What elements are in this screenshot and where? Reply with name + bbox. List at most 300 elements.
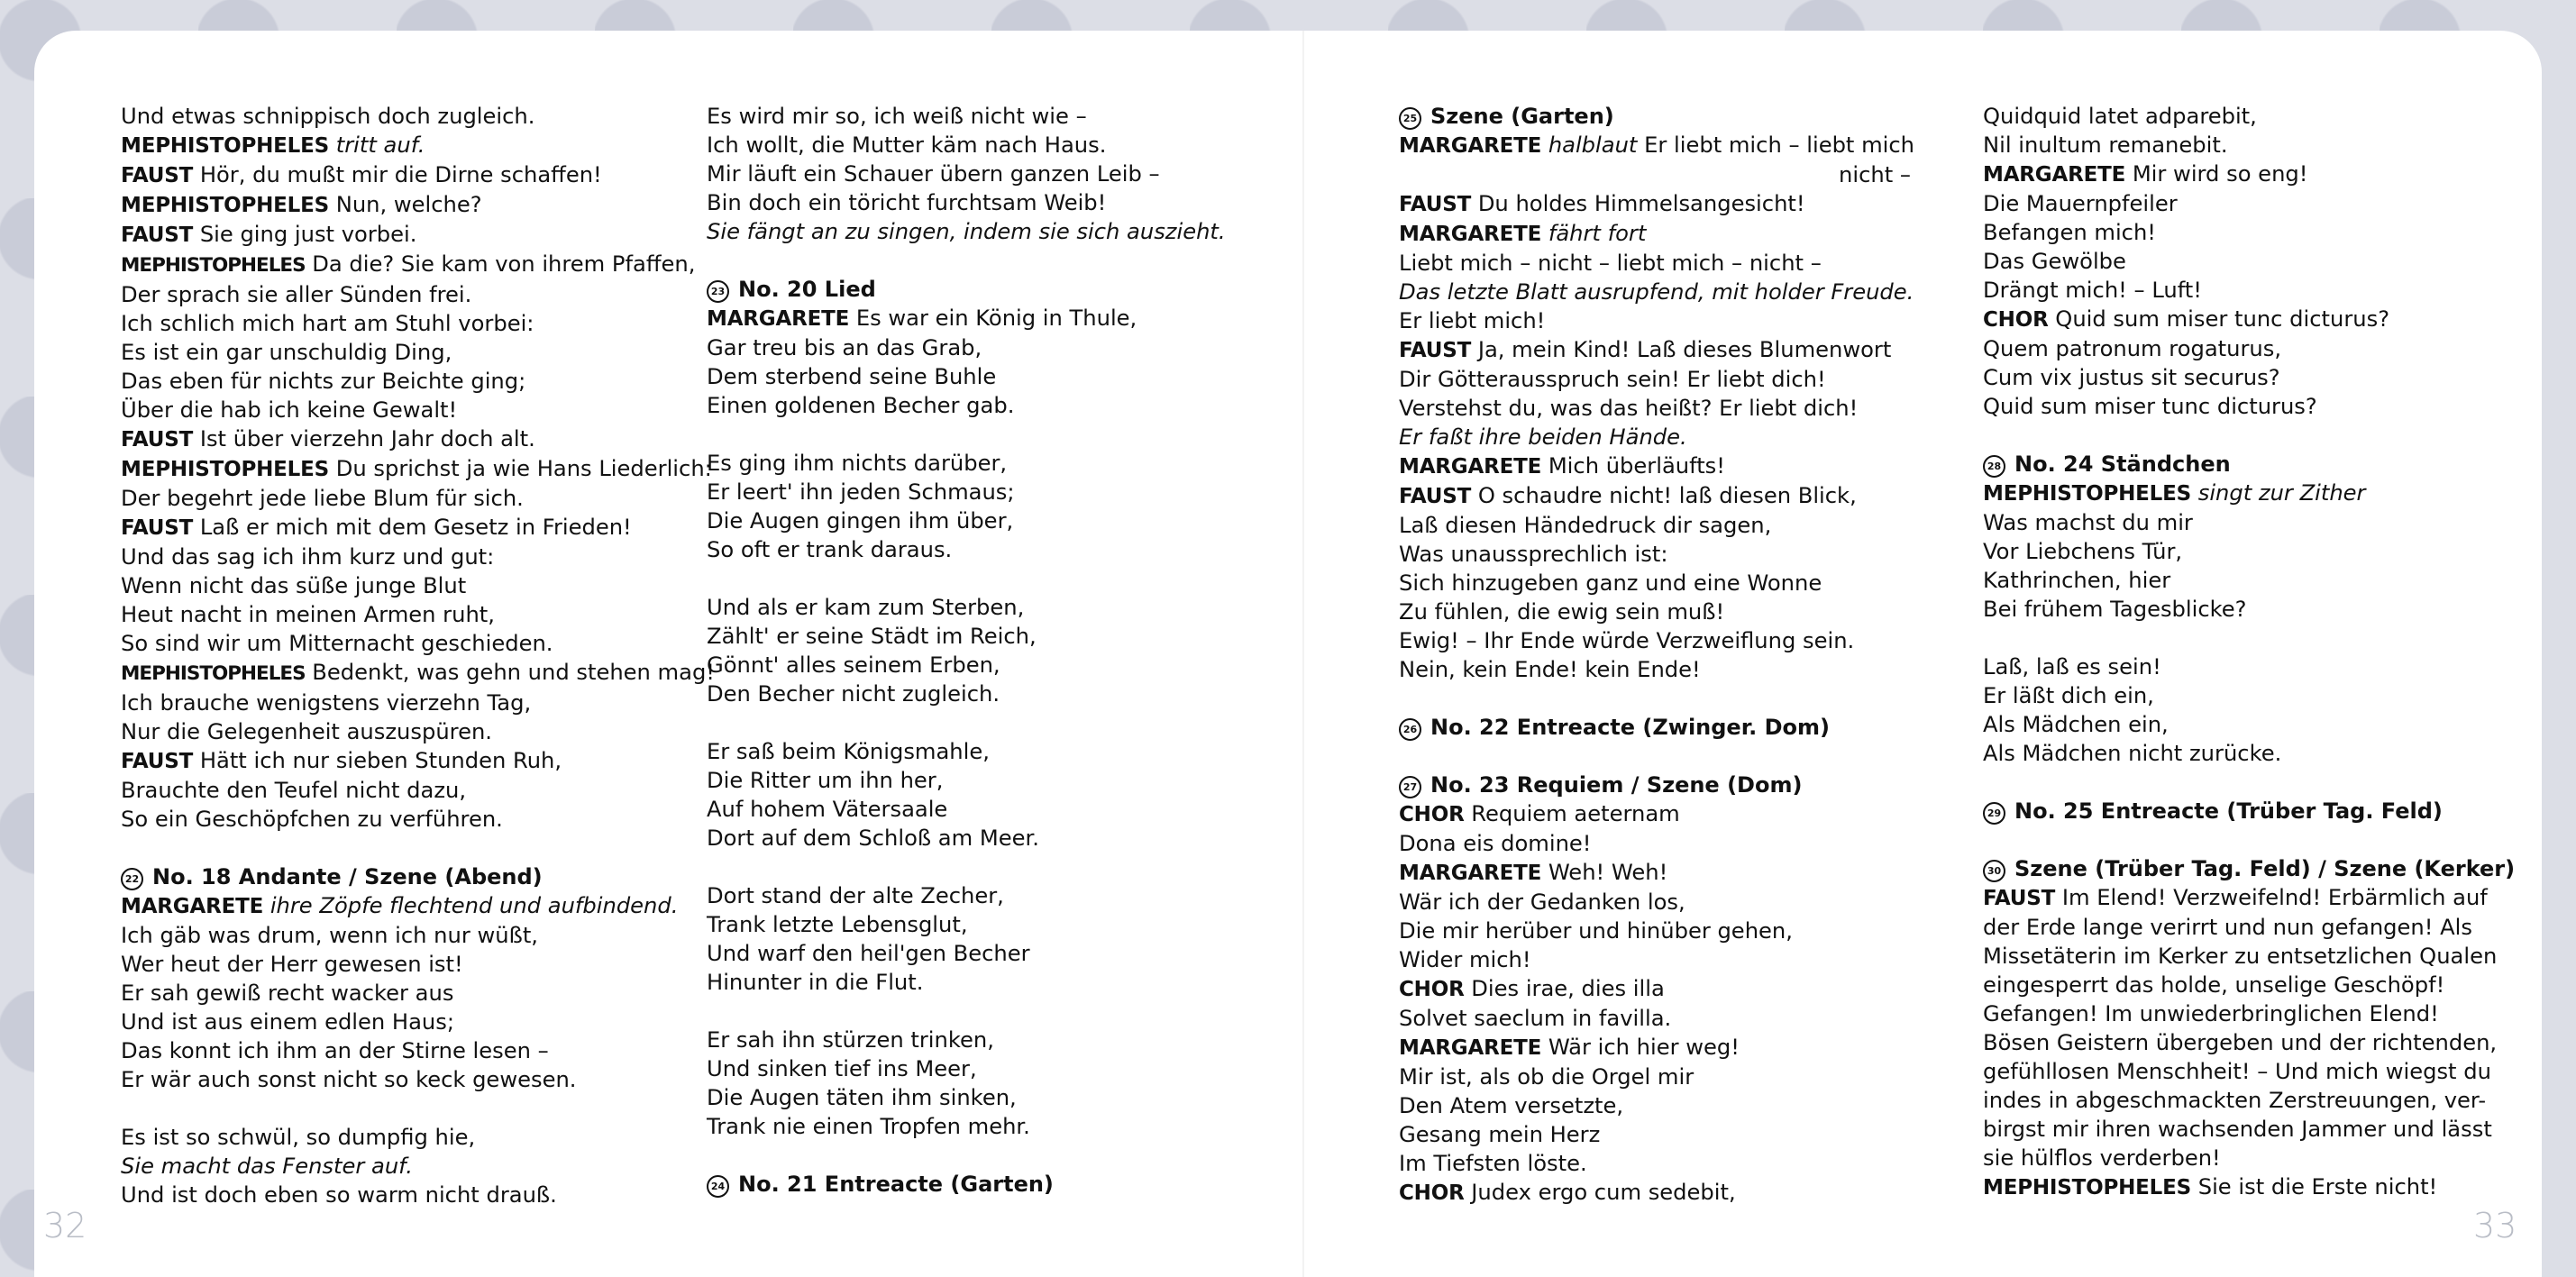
speaker-name: MARGARETE: [1983, 163, 2126, 187]
verse-line: [1399, 945, 1911, 974]
speaker-name: CHOR: [1399, 978, 1465, 1001]
verse-line: [121, 921, 662, 950]
stanza-gap: [707, 564, 1247, 593]
verse-line: [707, 362, 1247, 391]
verse-text: Missetäterin im Kerker zu entsetzlichen Qualen: [1983, 944, 2498, 969]
verse-line: [121, 160, 662, 190]
speaker-name: MEPHISTOPHELES: [121, 194, 330, 217]
stage-direction: Sie macht das Fenster auf.: [121, 1154, 413, 1179]
verse-text: Laß diesen Händedruck dir sagen,: [1399, 513, 1772, 538]
verse-line: [707, 217, 1247, 246]
verse-line: [121, 396, 662, 424]
stanza-gap: [707, 997, 1247, 1026]
speaker-name: CHOR: [1983, 308, 2049, 332]
text-column-4: [1983, 102, 2524, 1202]
verse-line: [1983, 363, 2524, 392]
verse-line: [1399, 189, 1911, 219]
verse-line: [121, 805, 662, 834]
verse-text: Befangen mich!: [1983, 220, 2157, 245]
verse-text: Im Tiefsten löste.: [1399, 1151, 1587, 1176]
verse-line: [1983, 392, 2524, 421]
verse-line: [1983, 508, 2524, 537]
verse-text: Zählt' er seine Städt im Reich,: [707, 624, 1037, 649]
verse-text: Den Atem versetzte,: [1399, 1093, 1624, 1118]
verse-line: [1399, 1033, 1911, 1063]
verse-line: [1983, 160, 2524, 189]
speaker-name: MARGARETE: [1399, 134, 1542, 158]
text-column-1: [121, 102, 715, 1209]
verse-line: [1399, 394, 1911, 423]
verse-text: Er läßt dich ein,: [1983, 683, 2154, 708]
verse-line: [121, 950, 662, 979]
section-heading: [1399, 713, 1911, 742]
verse-text: Der begehrt jede liebe Blum für sich.: [121, 486, 524, 511]
verse-text: Die mir herüber und hinüber gehen,: [1399, 918, 1793, 944]
verse-line: [121, 309, 662, 338]
stanza-gap: [121, 1094, 662, 1123]
verse-text: Er sah gewiß recht wacker aus: [121, 981, 454, 1006]
verse-line: [707, 737, 1247, 766]
verse-line: [1399, 829, 1911, 858]
section-heading: [1399, 102, 1911, 131]
verse-text: Ist über vierzehn Jahr doch alt.: [199, 426, 535, 452]
speaker-name: MARGARETE: [1399, 455, 1542, 479]
verse-text: Trank letzte Lebensglut,: [707, 912, 968, 937]
verse-line: [1983, 247, 2524, 276]
verse-text: Gesang mein Herz: [1399, 1122, 1601, 1147]
speaker-name: FAUST: [1399, 339, 1472, 362]
stage-direction: tritt auf.: [335, 132, 425, 158]
verse-line: [707, 478, 1247, 506]
verse-line: [121, 717, 662, 746]
verse-text: Wär ich hier weg!: [1548, 1035, 1740, 1060]
verse-text: Es ist so schwül, so dumpfig hie,: [121, 1125, 476, 1150]
verse-text: Dort auf dem Schloß am Meer.: [707, 825, 1039, 851]
verse-text: Mir läuft ein Schauer übern ganzen Leib –: [707, 161, 1160, 187]
verse-line: [1399, 626, 1911, 655]
section-heading: [1399, 771, 1911, 799]
track-number-badge: 27: [1399, 776, 1421, 798]
verse-line: [121, 1181, 662, 1209]
verse-text: Ich brauche wenigstens vierzehn Tag,: [121, 690, 532, 716]
verse-line: [1983, 652, 2524, 681]
verse-line: [1399, 569, 1911, 597]
page-number-right: 33: [2473, 1206, 2517, 1245]
verse-line: [707, 824, 1247, 853]
section-heading: [1983, 797, 2524, 825]
verse-line: [1983, 189, 2524, 218]
page-number-left: 32: [43, 1206, 87, 1245]
verse-text: Wenn nicht das süße junge Blut: [121, 573, 467, 598]
verse-line: [121, 513, 662, 543]
verse-text: Ewig! – Ihr Ende würde Verzweiflung sein.: [1399, 628, 1855, 653]
verse-text: Er liebt mich!: [1399, 308, 1546, 333]
verse-line: [1983, 681, 2524, 710]
verse-line: [1983, 1144, 2524, 1172]
verse-text: Er liebt mich – liebt mich: [1644, 132, 1915, 158]
verse-text: Es ist ein gar unschuldig Ding,: [121, 340, 452, 365]
verse-text: gefühllosen Menschheit! – Und mich wiegst du: [1983, 1059, 2491, 1084]
verse-line: [1399, 1004, 1911, 1033]
verse-line: [1399, 655, 1911, 684]
track-number-badge: 22: [121, 868, 143, 890]
verse-line: [707, 939, 1247, 968]
verse-line: [1399, 1091, 1911, 1120]
section-title: No. 24 Ständchen: [2014, 452, 2231, 477]
verse-line: [121, 746, 662, 776]
verse-line: [707, 1026, 1247, 1054]
verse-text: Laß er mich mit dem Gesetz in Frieden!: [199, 515, 632, 540]
verse-text: Sich hinzugeben ganz und eine Wonne: [1399, 570, 1822, 596]
continued-verse-line: nicht –: [1839, 162, 1911, 187]
section-title: No. 20 Lied: [738, 277, 876, 302]
verse-text: Als Mädchen ein,: [1983, 712, 2169, 737]
section-heading: [707, 275, 1247, 304]
verse-text: Wer heut der Herr gewesen ist!: [121, 952, 463, 977]
speaker-name: MARGARETE: [121, 895, 264, 918]
verse-line: [121, 1123, 662, 1152]
verse-text: Das eben für nichts zur Beichte ging;: [121, 369, 526, 394]
verse-line: [707, 102, 1247, 131]
verse-text: Dir Götterausspruch sein! Er liebt dich!: [1399, 367, 1826, 392]
verse-line: [1983, 710, 2524, 739]
verse-line: [121, 689, 662, 717]
stanza-gap: [707, 420, 1247, 449]
section-title: No. 23 Requiem / Szene (Dom): [1430, 772, 1803, 798]
verse-text: Bei frühem Tagesblicke?: [1983, 597, 2247, 622]
verse-text: Verstehst du, was das heißt? Er liebt dich!: [1399, 396, 1859, 421]
verse-line: [707, 622, 1247, 651]
verse-line: [1399, 481, 1911, 511]
verse-text: Bösen Geistern übergeben und der richtenden,: [1983, 1030, 2498, 1055]
verse-text: Trank nie einen Tropfen mehr.: [707, 1114, 1030, 1139]
verse-text: Wider mich!: [1399, 947, 1531, 972]
verse-line: [1399, 917, 1911, 945]
stage-direction: Das letzte Blatt ausrupfend, mit holder Freude.: [1399, 279, 1914, 305]
verse-text: Bedenkt, was gehn und stehen mag!: [312, 660, 715, 685]
verse-line: [1983, 276, 2524, 305]
stanza-gap: [1983, 624, 2524, 652]
verse-text: Ja, mein Kind! Laß dieses Blumenwort: [1477, 337, 1892, 362]
stage-direction: Sie fängt an zu singen, indem sie sich auszieht.: [707, 219, 1226, 244]
verse-text: Ich wollt, die Mutter käm nach Haus.: [707, 132, 1107, 158]
verse-text: So sind wir um Mitternacht geschieden.: [121, 631, 553, 656]
verse-line: [707, 910, 1247, 939]
track-number-badge: 30: [1983, 860, 2005, 882]
verse-text: birgst mir ihren wachsenden Jammer und lässt: [1983, 1117, 2492, 1142]
speaker-name: MARGARETE: [1399, 1036, 1542, 1060]
verse-line: [1399, 278, 1914, 306]
verse-text: Der sprach sie aller Sünden frei.: [121, 282, 472, 307]
section-heading: [1983, 450, 2524, 479]
verse-text: Es war ein König in Thule,: [855, 306, 1137, 331]
verse-text: Es wird mir so, ich weiß nicht wie –: [707, 104, 1087, 129]
verse-line: [1399, 597, 1911, 626]
verse-line: [121, 280, 662, 309]
text-column-2: [707, 102, 1247, 1199]
verse-line: [121, 484, 662, 513]
verse-line: [1983, 1028, 2524, 1057]
track-number-badge: 26: [1399, 718, 1421, 741]
verse-text: Ich gäb was drum, wenn ich nur wüßt,: [121, 923, 538, 948]
verse-text: Und ist doch eben so warm nicht drauß.: [121, 1182, 557, 1208]
stanza-gap: [1983, 768, 2524, 797]
verse-text: Über die hab ich keine Gewalt!: [121, 397, 458, 423]
verse-text: Judex ergo cum sedebit,: [1471, 1180, 1736, 1205]
track-number-badge: 28: [1983, 455, 2005, 478]
verse-line: [121, 979, 662, 1008]
stanza-gap: [1399, 742, 1911, 771]
verse-line: [1983, 883, 2524, 913]
verse-line: [121, 571, 662, 600]
verse-text: Einen goldenen Becher gab.: [707, 393, 1015, 418]
verse-text: Quidquid latet adparebit,: [1983, 104, 2257, 129]
verse-text: Die Augen gingen ihm über,: [707, 508, 1014, 534]
verse-line: [707, 188, 1247, 217]
verse-line: [1983, 942, 2524, 971]
verse-text: Nun, welche?: [335, 192, 482, 217]
verse-line: [1983, 913, 2524, 942]
verse-text: Mich überläufts!: [1548, 453, 1725, 479]
verse-line: [1983, 131, 2524, 160]
verse-text: eingesperrt das holde, unselige Geschöpf!: [1983, 972, 2445, 998]
stanza-gap: [707, 853, 1247, 881]
verse-text: Im Elend! Verzweifelnd! Erbärmlich auf: [2061, 885, 2488, 910]
stanza-gap: [121, 834, 662, 862]
verse-line: [1399, 1178, 1911, 1208]
verse-text: Den Becher nicht zugleich.: [707, 681, 1000, 707]
verse-line: [1983, 537, 2524, 566]
verse-line: [1399, 1120, 1911, 1149]
verse-text: Die Mauernpfeiler: [1983, 191, 2178, 216]
verse-text: indes in abgeschmackten Zerstreuungen, ver-: [1983, 1088, 2487, 1113]
verse-line: [1399, 540, 1911, 569]
verse-line: [121, 338, 662, 367]
verse-line: [707, 968, 1247, 997]
verse-text: Und etwas schnippisch doch zugleich.: [121, 104, 535, 129]
verse-line: [707, 506, 1247, 535]
verse-text: Und das sag ich ihm kurz und gut:: [121, 544, 495, 570]
verse-line: [707, 160, 1247, 188]
verse-text: Dort stand der alte Zecher,: [707, 883, 1004, 908]
verse-line: [1399, 335, 1911, 365]
verse-line: [707, 680, 1247, 708]
verse-line: [1399, 888, 1911, 917]
verse-text: Gefangen! Im unwiederbringlichen Elend!: [1983, 1001, 2439, 1026]
verse-line: [1399, 974, 1911, 1004]
stanza-gap: [1983, 825, 2524, 854]
verse-line: [1983, 102, 2524, 131]
verse-line: [1399, 511, 1911, 540]
verse-text: Was unaussprechlich ist:: [1399, 542, 1668, 567]
verse-text: Dies irae, dies illa: [1471, 976, 1665, 1001]
verse-line: [121, 1152, 662, 1181]
verse-line: [1983, 595, 2524, 624]
speaker-name: MEPHISTOPHELES: [121, 458, 330, 481]
verse-line: [1983, 305, 2524, 334]
verse-line: [1983, 971, 2524, 999]
verse-text: Nil inultum remanebit.: [1983, 132, 2228, 158]
verse-line: [121, 131, 662, 160]
verse-line: [707, 131, 1247, 160]
verse-line: [121, 600, 662, 629]
verse-text: Heut nacht in meinen Armen ruht,: [121, 602, 495, 627]
speaker-name: FAUST: [121, 516, 194, 540]
speaker-name: MEPHISTOPHELES: [121, 134, 330, 158]
verse-text: Du holdes Himmelsangesicht!: [1477, 191, 1805, 216]
verse-line: [707, 593, 1247, 622]
verse-text: der Erde lange verirrt und nun gefangen! Als: [1983, 915, 2472, 940]
verse-text: Gönnt' alles seinem Erben,: [707, 652, 1000, 678]
verse-text: Sie ist die Erste nicht!: [2197, 1174, 2438, 1199]
verse-line: [707, 795, 1247, 824]
verse-line: [1983, 1086, 2524, 1115]
speaker-name: FAUST: [121, 223, 194, 247]
verse-line: [121, 1065, 662, 1094]
verse-text: Die Ritter um ihn her,: [707, 768, 944, 793]
verse-text: Hinunter in die Flut.: [707, 970, 924, 995]
verse-line: [707, 1054, 1247, 1083]
stanza-gap: [707, 246, 1247, 275]
section-title: No. 25 Entreacte (Trüber Tag. Feld): [2014, 798, 2443, 824]
section-heading: [1983, 854, 2524, 883]
verse-line: [707, 881, 1247, 910]
verse-text: Die Augen täten ihm sinken,: [707, 1085, 1017, 1110]
verse-text: Gar treu bis an das Grab,: [707, 335, 982, 360]
verse-line: [1399, 306, 1911, 335]
verse-text: Ich schlich mich hart am Stuhl vorbei:: [121, 311, 534, 336]
verse-text: Dona eis domine!: [1399, 831, 1592, 856]
stanza-gap: [707, 1141, 1247, 1170]
verse-text: sie hülflos verderben!: [1983, 1145, 2221, 1171]
verse-text: Und als er kam zum Sterben,: [707, 595, 1025, 620]
verse-text: Es ging ihm nichts darüber,: [707, 451, 1008, 476]
verse-line: [121, 1036, 662, 1065]
speaker-name: FAUST: [1983, 887, 2056, 910]
verse-text: Du sprichst ja wie Hans Liederlich:: [335, 456, 712, 481]
verse-text: Hör, du mußt mir die Dirne schaffen!: [199, 162, 602, 187]
verse-line: [707, 449, 1247, 478]
verse-text: Weh! Weh!: [1548, 860, 1668, 885]
track-number-badge: 23: [707, 280, 729, 303]
text-column-3: [1399, 102, 1915, 1208]
verse-text: Vor Liebchens Tür,: [1983, 539, 2183, 564]
verse-text: Dem sterbend seine Buhle: [707, 364, 997, 389]
verse-text: Das konnt ich ihm an der Stirne lesen –: [121, 1038, 549, 1063]
verse-line: [1399, 452, 1911, 481]
verse-text: Quid sum miser tunc dicturus?: [1983, 394, 2317, 419]
verse-text: Das Gewölbe: [1983, 249, 2126, 274]
verse-text: Quid sum miser tunc dicturus?: [2055, 306, 2390, 332]
verse-line: [1399, 423, 1911, 452]
speaker-name: CHOR: [1399, 1181, 1465, 1205]
verse-line: [1399, 219, 1911, 249]
verse-line: [121, 102, 662, 131]
verse-line: [707, 333, 1247, 362]
stage-direction: fährt fort: [1548, 221, 1647, 246]
verse-text: Liebt mich – nicht – liebt mich – nicht –: [1399, 251, 1822, 276]
verse-text: Cum vix justus sit securus?: [1983, 365, 2280, 390]
section-title: No. 22 Entreacte (Zwinger. Dom): [1430, 715, 1830, 740]
verse-text: So ein Geschöpfchen zu verführen.: [121, 807, 503, 832]
verse-line: [1983, 739, 2524, 768]
verse-line: [707, 304, 1247, 333]
verse-text: Quem patronum rogaturus,: [1983, 336, 2282, 361]
verse-line: [1399, 249, 1911, 278]
verse-line: [1983, 334, 2524, 363]
track-number-badge: 29: [1983, 802, 2005, 825]
verse-line: [121, 776, 662, 805]
verse-line: [121, 629, 662, 658]
verse-text: Er sah ihn stürzen trinken,: [707, 1027, 994, 1053]
verse-text: Solvet saeclum in favilla.: [1399, 1006, 1672, 1031]
speaker-name: FAUST: [1399, 193, 1472, 216]
verse-text: Er leert' ihn jeden Schmaus;: [707, 479, 1015, 505]
verse-line: [121, 891, 679, 921]
verse-line: [121, 543, 662, 571]
verse-line: [707, 766, 1247, 795]
verse-line: [121, 454, 712, 484]
verse-line: [121, 1008, 662, 1036]
verse-text: Requiem aeternam: [1471, 801, 1680, 826]
verse-line: [1983, 999, 2524, 1028]
verse-line: [1399, 1063, 1911, 1091]
stanza-gap: [1983, 421, 2524, 450]
verse-text: Nur die Gelegenheit auszuspüren.: [121, 719, 492, 744]
verse-text: Brauchte den Teufel nicht dazu,: [121, 778, 467, 803]
verse-text: Nein, kein Ende! kein Ende!: [1399, 657, 1701, 682]
verse-text: Wär ich der Gedanken los,: [1399, 889, 1685, 915]
verse-line: [1983, 479, 2524, 508]
speaker-name: MEPHISTOPHELES: [1983, 482, 2192, 506]
verse-line: [1399, 1149, 1911, 1178]
verse-line: [1983, 566, 2524, 595]
verse-text: Und ist aus einem edlen Haus;: [121, 1009, 455, 1035]
verse-line: [121, 367, 662, 396]
verse-text: Bin doch ein töricht furchtsam Weib!: [707, 190, 1107, 215]
verse-line: [121, 424, 662, 454]
verse-line: [1399, 799, 1911, 829]
speaker-name: MEPHISTOPHELES: [121, 254, 306, 277]
verse-text: Mir ist, als ob die Orgel mir: [1399, 1064, 1694, 1090]
verse-text: Als Mädchen nicht zurücke.: [1983, 741, 2282, 766]
verse-text: Sie ging just vorbei.: [199, 222, 417, 247]
verse-line: [707, 535, 1247, 564]
verse-text: Mir wird so eng!: [2132, 161, 2308, 187]
speaker-name: MARGARETE: [707, 307, 850, 331]
section-heading: [121, 862, 662, 891]
verse-text: Hätt ich nur sieben Stunden Ruh,: [199, 748, 562, 773]
verse-text: Und warf den heil'gen Becher: [707, 941, 1030, 966]
verse-line: [1983, 1057, 2524, 1086]
speaker-name: MEPHISTOPHELES: [121, 662, 306, 685]
section-title: Szene (Garten): [1430, 104, 1614, 129]
section-title: No. 18 Andante / Szene (Abend): [152, 864, 543, 889]
verse-text: Er wär auch sonst nicht so keck gewesen.: [121, 1067, 577, 1092]
speaker-name: MEPHISTOPHELES: [1983, 1176, 2192, 1199]
stage-direction: Er faßt ihre beiden Hände.: [1399, 424, 1687, 450]
verse-line: [1983, 1115, 2524, 1144]
verse-text: So oft er trank daraus.: [707, 537, 953, 562]
verse-text: Auf hohem Vätersaale: [707, 797, 948, 822]
verse-text: Und sinken tief ins Meer,: [707, 1056, 977, 1081]
stage-direction: singt zur Zither: [2197, 480, 2366, 506]
section-title: Szene (Trüber Tag. Feld) / Szene (Kerker): [2014, 856, 2516, 881]
verse-line: [1983, 1172, 2524, 1202]
verse-line: [121, 250, 696, 280]
speaker-name: MARGARETE: [1399, 862, 1542, 885]
section-title: No. 21 Entreacte (Garten): [738, 1172, 1054, 1197]
